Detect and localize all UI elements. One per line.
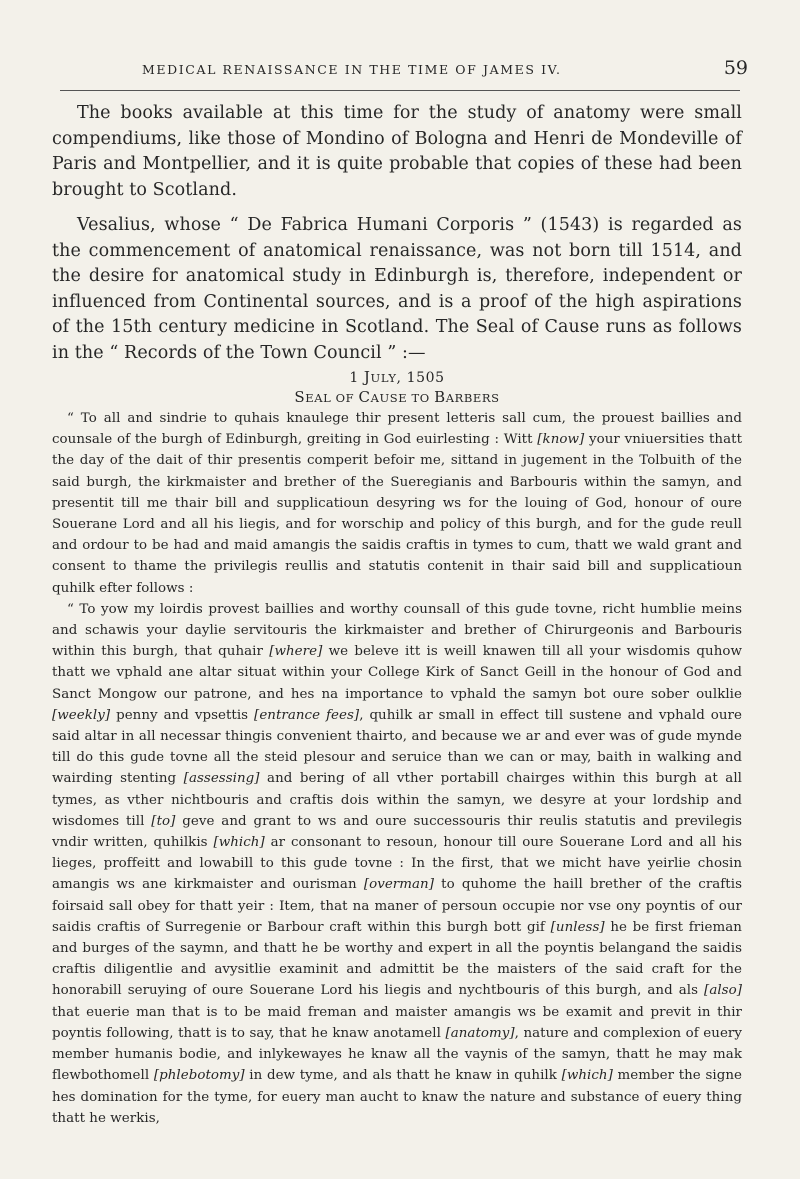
quote-preamble bbox=[52, 408, 742, 599]
quote-text: he be first frieman and burges of the saymn, and thatt he be worthy and expert in all the poyntis belangand the saidis craftis diligentlie and avysitlie examinit and admittit be the maisters of the said craft for the honorabill seruying of oure Souerane Lord his liegis and nychtbouris of this burgh, and als bbox=[52, 919, 742, 999]
quote-text: geve and grant to ws and oure successouris thir reulis statutis and previlegis vndir written, quhilkis bbox=[52, 813, 743, 851]
editorial-gloss: [know] bbox=[537, 432, 585, 448]
paragraph-anatomy-books: The books available at this time for the study of anatomy were small compendiums, like those of Mondino of Bologna and Henri de Mondeville of Paris and Montpellier, and it is quite probable that copies of these had been brought to Scotland. bbox=[52, 103, 742, 200]
editorial-gloss: [also] bbox=[704, 983, 742, 999]
editorial-gloss: [entrance fees] bbox=[254, 707, 360, 723]
title-barbers-initial: B bbox=[434, 388, 446, 406]
editorial-gloss: [where] bbox=[269, 644, 323, 660]
record-title bbox=[52, 388, 742, 408]
title-barbers-rest: ARBERS bbox=[445, 391, 500, 405]
editorial-gloss: [overman] bbox=[363, 877, 434, 893]
quote-text: penny and vpsettis bbox=[110, 707, 255, 723]
editorial-gloss: [anatomy] bbox=[445, 1025, 515, 1041]
quote-text: to quhome the haill brether of the craftis foirsaid sall obey for thatt yeir : Item, that na maner of persoun occupie nor vse ony poyntis of our saidis craftis of Surregenie or Barbour craft within this burgh bott gif bbox=[52, 877, 742, 935]
quote-text: in dew tyme, and als thatt he knaw in quhilk bbox=[244, 1068, 562, 1084]
editorial-gloss: [to] bbox=[151, 813, 176, 829]
editorial-gloss: [which] bbox=[561, 1068, 613, 1084]
quote-petition bbox=[52, 599, 742, 1129]
quote-text: your vniuersities thatt the day of the dait of thir presentis comperit befoir me, sittand in jugement in the Tolbuith of the said burgh, the kirkmaister and brether of the Sueregianis and Barbouris within the samyn, and presentit till me thair bill and supplicatioun desyring ws for the louing of God, honour of oure Souerane Lord and all his liegis, and for worschip and policy of this burgh, and for the gude reull and ordour to be had and maid amangis the saidis craftis in tymes to cum, thatt we wald grant and consent to thame the privilegis reullis and statutis contenit in thair said bill and supplicatioun quhilk efter follows : bbox=[52, 432, 742, 596]
quote-text: “ To yow my loirdis provest baillies and worthy counsall of this gude tovne, richt humblie meins and schawis your daylie servitouris the kirkmaister and brether of Chirurgeonis and Barbouris within this burgh, that quhair bbox=[52, 601, 742, 660]
date-day: 1 bbox=[349, 370, 359, 386]
running-title: MEDICAL RENAISSANCE IN THE TIME OF JAMES IV. bbox=[142, 62, 562, 77]
title-cause-rest: AUSE TO bbox=[370, 391, 435, 405]
date-year: , 1505 bbox=[396, 370, 445, 386]
paragraph-vesalius: Vesalius, whose “ De Fabrica Humani Corporis ” (1543) is regarded as the commencement of anatomical renaissance, was not born till 1514, and the desire for anatomical study in Edinburgh is, therefore, independent or influenced from Continental sources, and is a proof of the high aspirations of the 15th century medicine in Scotland. The Seal of Cause runs as follows in the “ Records of the Town Council ” :— bbox=[52, 215, 742, 363]
editorial-gloss: [which] bbox=[213, 835, 265, 851]
quote-text: , nature and complexion of euery member humanis bodie, and inlykewayes he knaw all the vaynis of the samyn, thatt he may mak flewbothomell bbox=[52, 1025, 742, 1084]
editorial-gloss: [phlebotomy] bbox=[153, 1068, 245, 1084]
quote-text: “ To all and sindrie to quhais knaulege thir present letteris sall cum, the prouest baillies and counsale of the burgh of Edinburgh, greiting in God euirlesting : Witt bbox=[52, 411, 742, 448]
title-seal-rest: EAL OF bbox=[305, 391, 359, 405]
quote-text: ar consonant to resoun, honour till oure Souerane Lord and all his lieges, proffeitt and lowabill to this gude tovne : In the first, that we micht have yeirlie chosin amangis ws ane kirkmaister and ourisman bbox=[52, 835, 743, 893]
quote-text: and bering of all vther portabill chairges within this burgh at all tymes, as vther nichtbouris and craftis dois within the samyn, we desyre at your lordship and wisdomes till bbox=[52, 771, 742, 829]
editorial-gloss: [assessing] bbox=[183, 771, 260, 787]
date-month-rest: ULY bbox=[370, 371, 397, 385]
quote-text: , quhilk ar small in effect till sustene and vphald oure said altar in all necessar thingis convenient thairto, and because we ar and ever was of gude mynde till do this gude tovne all the steid plesour and seruice than we can or may, baith in walking and wairding stenting bbox=[52, 707, 742, 787]
editorial-gloss: [weekly] bbox=[52, 707, 111, 723]
quote-text: member the signe hes domination for the tyme, for euery man aucht to knaw the nature and substance of euery thing thatt he werkis, bbox=[52, 1068, 742, 1126]
running-head bbox=[0, 54, 800, 82]
page-number: 59 bbox=[723, 57, 748, 79]
editorial-gloss: [unless] bbox=[550, 919, 605, 935]
title-seal-initial: S bbox=[294, 388, 306, 406]
header-rule bbox=[60, 90, 740, 91]
body-text bbox=[52, 101, 742, 1129]
title-cause-initial: C bbox=[358, 388, 371, 406]
quote-text: that euerie man that is to be maid freman and maister amangis ws be examit and previt in thir poyntis following, thatt is to say, that he knaw anotamell bbox=[52, 1004, 742, 1041]
record-date bbox=[52, 368, 742, 388]
date-month-initial: J bbox=[363, 368, 371, 386]
quote-text: we beleve itt is weill knawen till all your wisdomis quhow thatt we vphald ane altar situat within your College Kirk of Sanct Geill in the honour of God and Sanct Mongow our patrone, and hes na importance to vphald the samyn bot oure sober oulklie bbox=[52, 644, 742, 702]
